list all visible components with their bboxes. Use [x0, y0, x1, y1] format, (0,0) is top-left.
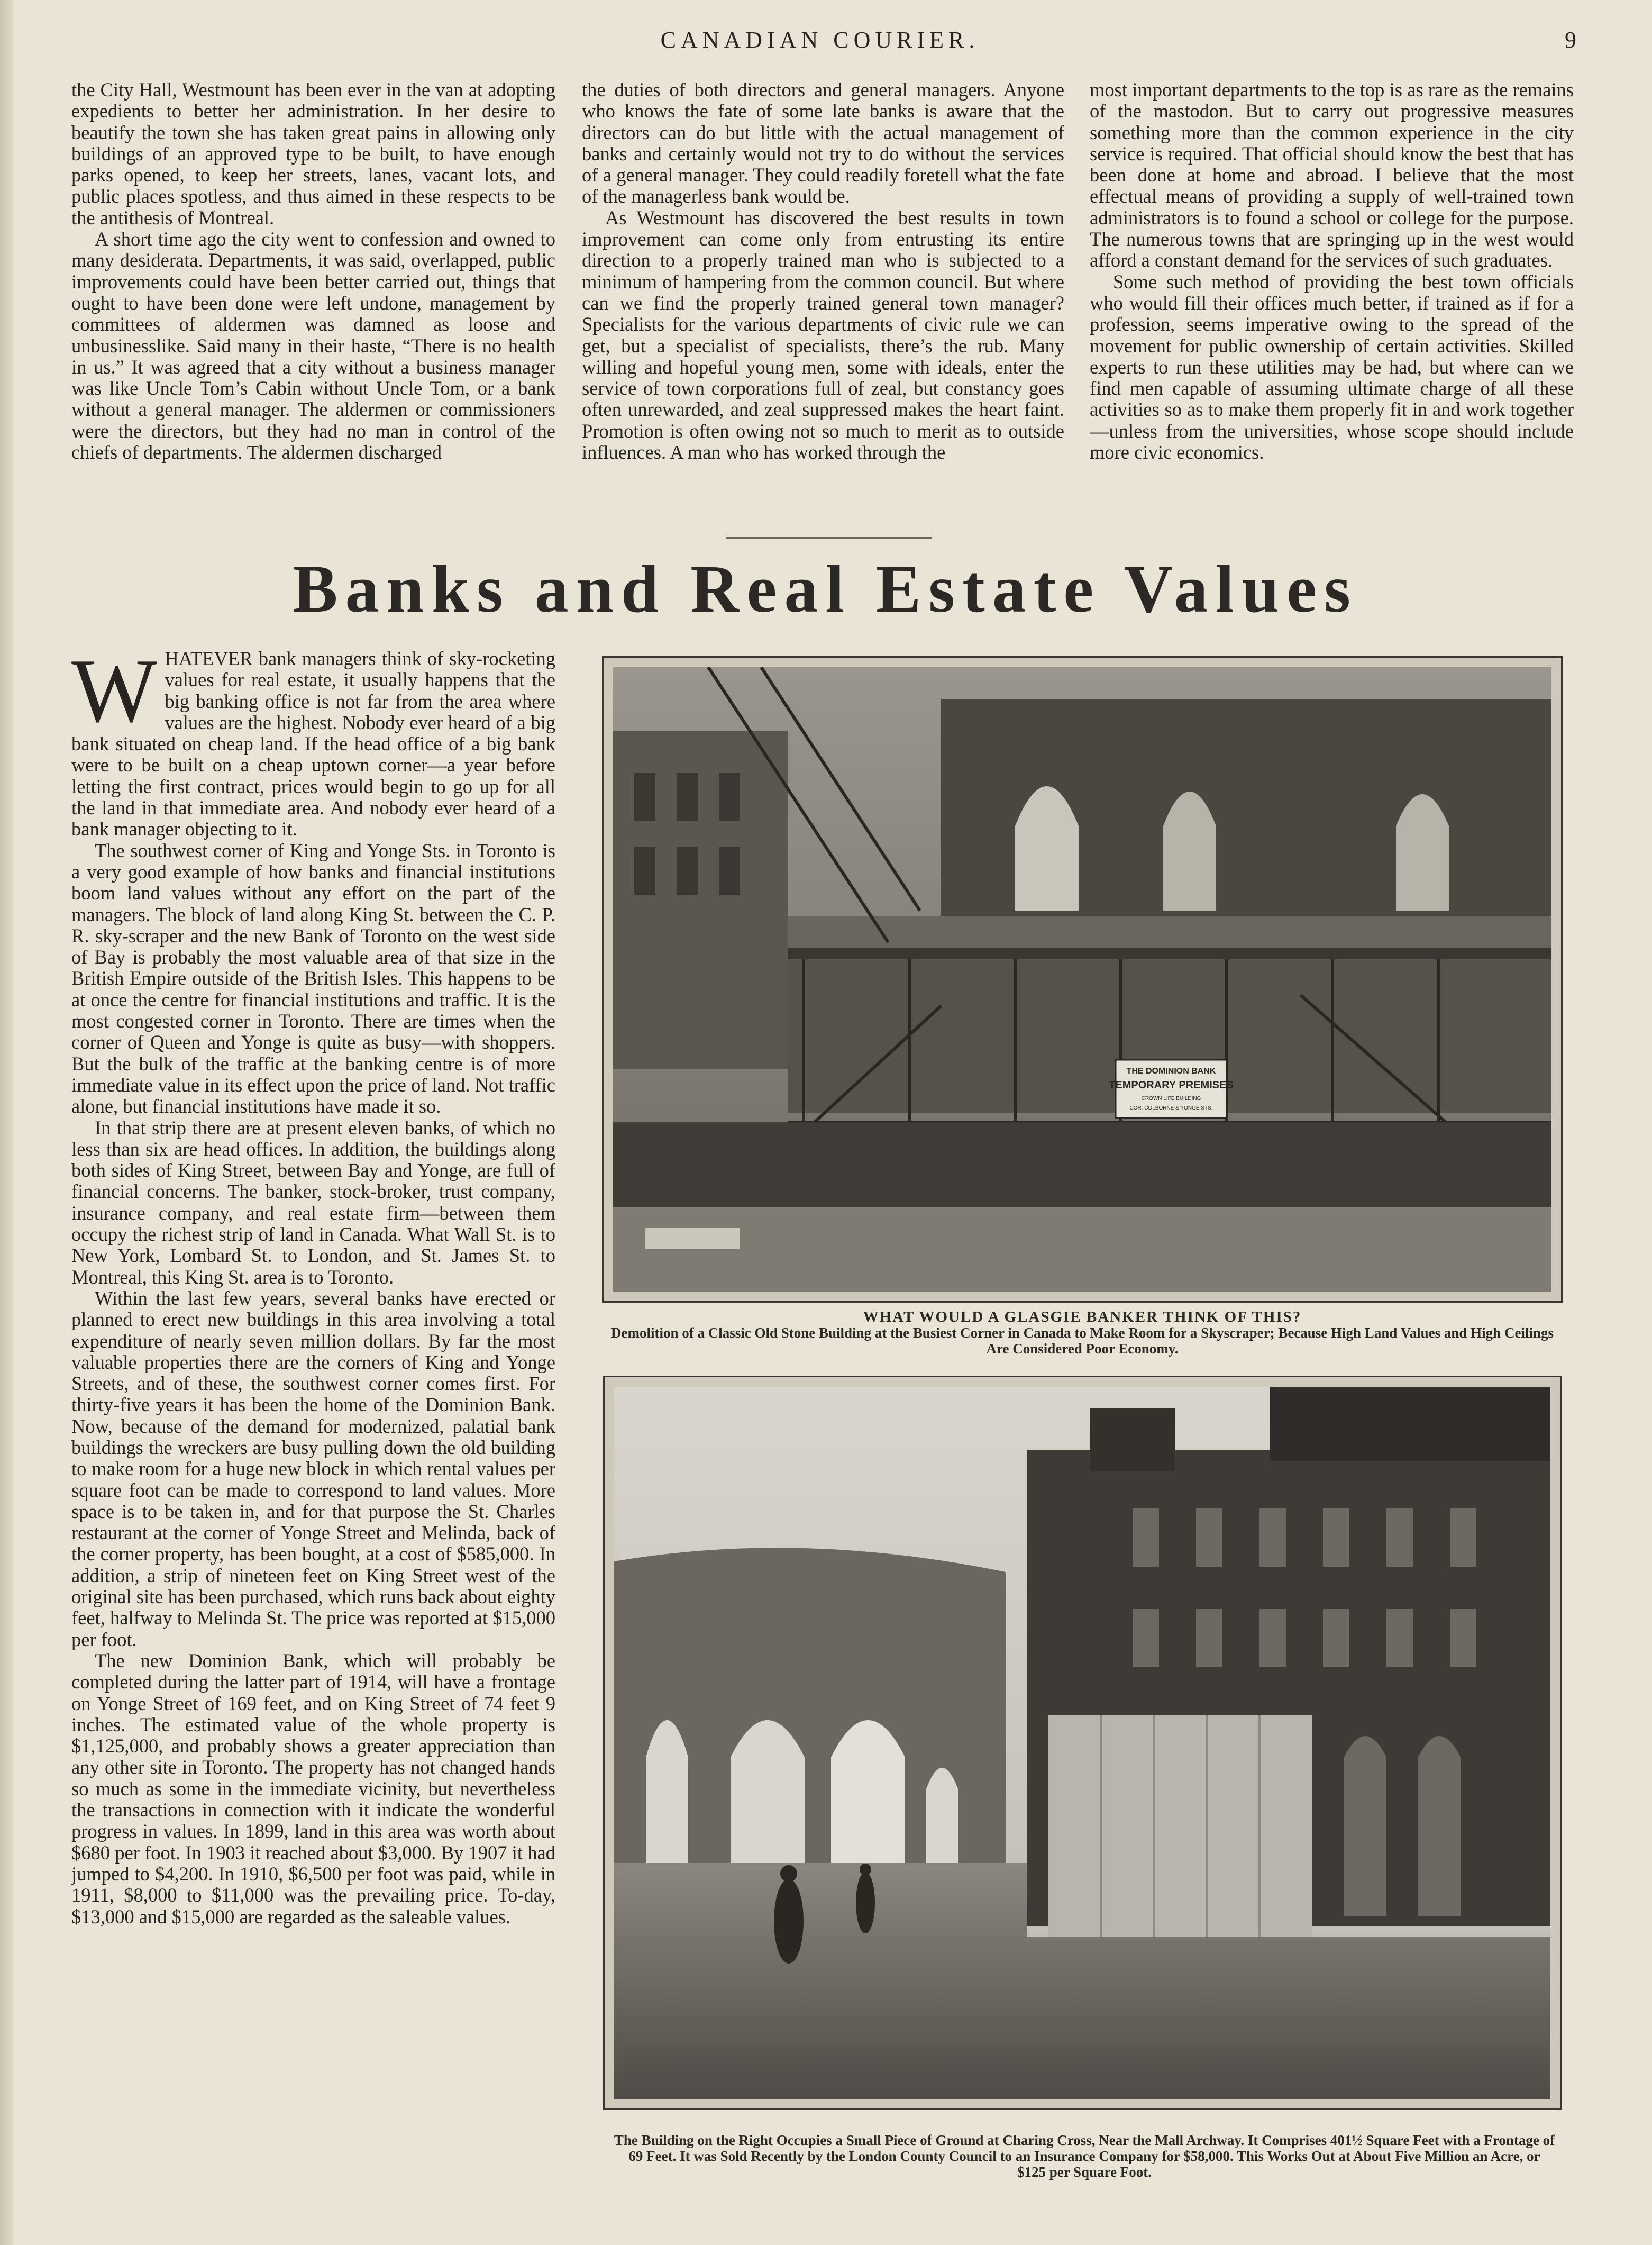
paragraph: Within the last few years, several banks have erected or planned to erect new buildings in this area involving a total expenditure of nearly seven million dollars. By far the most valuable properties there are the corners of King and Yonge Streets, and of these, the southwest corner comes first. For thirty-five years it has been the home of the Dominion Bank. Now, because of the demand for modernized, palatial bank buildings the wreckers are busy pulling down the old building to make room for a huge new block in which rental values per square foot can be made to correspond to land values. More space is to be taken in, and for that purpose the St. Charles restaurant at the corner of Yonge Street and Melinda, back of the corner property, has been bought, at a cost of $585,000. In addition, a strip of nineteen feet on King Street west of the original site has been purchased, which runs back about eighty feet, halfway to Melinda St. The price was reported at $15,000 per foot.	[71, 1287, 555, 1650]
sign-line-4: COR. COLBORNE & YONGE STS.	[1129, 1105, 1213, 1111]
paragraph: the City Hall, Westmount has been ever in the van at adopting expedients to better her administration. In her desire to beautify the town she has taken great pains in allowing only buildings of an approved type to be built, to have enough parks opened, to keep her streets, lanes, vacant lots, and public places spotless, and thus aimed in these respects to be the antithesis of Montreal.	[71, 79, 555, 229]
column-1	[71, 79, 555, 463]
sign-line-3: CROWN LIFE BUILDING	[1141, 1096, 1201, 1102]
caption-last-line: $125 per Square Foot.	[1017, 2164, 1152, 2180]
photo-charing-cross	[603, 1376, 1562, 2110]
magazine-title: CANADIAN COURIER.	[660, 27, 980, 53]
page-binding-edge	[0, 0, 14, 2245]
article-headline: Banks and Real Estate Values	[293, 551, 1358, 626]
demolition-illustration	[613, 667, 1551, 1292]
paragraph: In that strip there are at present eleven banks, of which no less than six are head offices. In addition, the buildings along both sides of King Street, between Bay and Yonge, are full of financial concerns. The banker, stock-broker, trust company, insurance company, and real estate firm—between them occupy the richest strip of land in Canada. What Wall St. is to New York, Lombard St. to London, and St. James St. to Montreal, this King St. area is to Toronto.	[71, 1116, 555, 1288]
paragraph: The new Dominion Bank, which will probably be completed during the latter part of 1914, will have a frontage on Yonge Street of 169 feet, and on King Street of 74 feet 9 inches. The estimated value of the whole property is $1,125,000, and probably shows a greater appreciation than any other site in Toronto. The property has not changed hands so much as some in the immediate vicinity, but nevertheless the transactions in connection with it indicate the wonderful progress in values. In 1899, land in this area was worth about $680 per foot. In 1903 it reached about $3,000. By 1907 it had jumped to $4,200. In 1910, $6,500 per foot was paid, while in 1911, $8,000 to $11,000 was the prevailing price. To-day, $13,000 and $15,000 are regarded as the saleable values.	[71, 1649, 555, 1928]
paragraph: A short time ago the city went to confession and owned to many desiderata. Departments, it was said, overlapped, public improvements could have been better carried out, things that ought to have been done were left undone, management by committees of aldermen was damned as loose and unbusinesslike. Said many in their haste, “There is no health in us.” It was agreed that a city without a business manager was like Uncle Tom’s Cabin without Uncle Tom, or a bank without a general manager. The aldermen or commissioners were the directors, but they had no man in control of the chiefs of departments. The aldermen discharged	[71, 228, 555, 463]
photo-demolition	[602, 656, 1563, 1303]
paragraph: As Westmount has discovered the best results in town improvement can come only from entrusting its entire direction to a properly trained man who is subjected to a minimum of hampering from the common council. But where can we find the properly trained general town manager? Specialists for the various departments of civic rule we can get, but a specialist of specialists, there’s the rub. Many willing and hopeful young men, some with ideals, enter the service of town corporations full of zeal, but constancy goes often unrewarded, and zeal suppressed makes the heart faint. Promotion is often owing not so much to merit as to outside influences. A man who has worked through the	[582, 206, 1064, 463]
lead-text: HATEVER bank managers think of sky-rocketing values for real estate, it usually happens that the big banking office is not far from the area where values are the highest. Nobody ever heard of a big bank situated on cheap land. If the head office of a big bank were to be built on a cheap uptown corner—a year before letting the first contract, prices would begin to go up for all the land in that immediate area. And nobody ever heard of a bank manager objecting to it.	[71, 648, 555, 840]
drop-cap: W	[71, 641, 158, 741]
column-3	[1090, 79, 1574, 463]
sign-line-2: TEMPORARY PREMISES	[1109, 1079, 1234, 1091]
paragraph: most important departments to the top is as rare as the remains of the mastodon. But to carry out progressive measures something more than the common experience in the city service is required. That official should know the best that has been done at home and abroad. I believe that the most effectual means of providing a supply of well-trained town administrators is to found a school or college for the purpose. The numerous towns that are springing up in the west would afford a constant demand for the services of such graduates.	[1090, 79, 1574, 271]
lead-paragraph	[71, 641, 555, 840]
page-header	[63, 22, 1576, 59]
page-number: 9	[1565, 27, 1576, 53]
caption-title: WHAT WOULD A GLASGIE BANKER THINK OF THIS?	[863, 1308, 1302, 1325]
article-body	[71, 641, 555, 1928]
paragraph: the duties of both directors and general managers. Anyone who knows the fate of some late banks is aware that the directors can do but little with the actual management of banks and certainly would not try to do without the services of a general manager. They could readily foretell what the fate of the managerless bank would be.	[582, 79, 1064, 207]
paragraph: The southwest corner of King and Yonge Sts. in Toronto is a very good example of how banks and financial institutions boom land values without any effort on the part of the managers. The block of land along King St. between the C. P. R. sky-scraper and the new Bank of Toronto on the west side of Bay is probably the most valuable area of that size in the British Empire outside of the British Isles. This happens to be at once the centre for financial institutions and traffic. It is the most congested corner in Toronto. There are times when the corner of Queen and Yonge is quite as busy—with shoppers. But the bulk of the traffic at the banking centre is of more immediate value in its effect upon the price of land. Not traffic alone, but financial institutions have made it so.	[71, 839, 555, 1117]
charing-cross-illustration	[614, 1387, 1550, 2099]
section-divider	[726, 537, 932, 539]
photo-caption-1	[603, 1309, 1562, 1357]
column-2	[582, 79, 1064, 463]
paragraph: Some such method of providing the best town officials who would fill their offices much better, if trained as if for a profession, seems imperative owing to the spread of the movement for public ownership of certain activities. Skilled experts to run these utilities may be had, but where can we find men capable of assuming ultimate charge of all these activities so as to make them properly fit in and work together—unless from the universities, whose scope should include more civic economics.	[1090, 270, 1574, 463]
caption-text: The Building on the Right Occupies a Small Piece of Ground at Charing Cross, Near the Mall Archway. It Comprises 401½ Square Feet with a Frontage of 69 Feet. It was Sold Recently by the London County Council to an Insurance Company for $58,000. This Works Out at About Five Million an Acre, or	[614, 2132, 1555, 2164]
photo-caption-2	[608, 2132, 1560, 2180]
caption-text: Demolition of a Classic Old Stone Building at the Busiest Corner in Canada to Make Room for a Skyscraper; Because High Land Values and High Ceilings Are Considered Poor Economy.	[611, 1325, 1554, 1357]
sign-line-1: THE DOMINION BANK	[1126, 1067, 1216, 1076]
